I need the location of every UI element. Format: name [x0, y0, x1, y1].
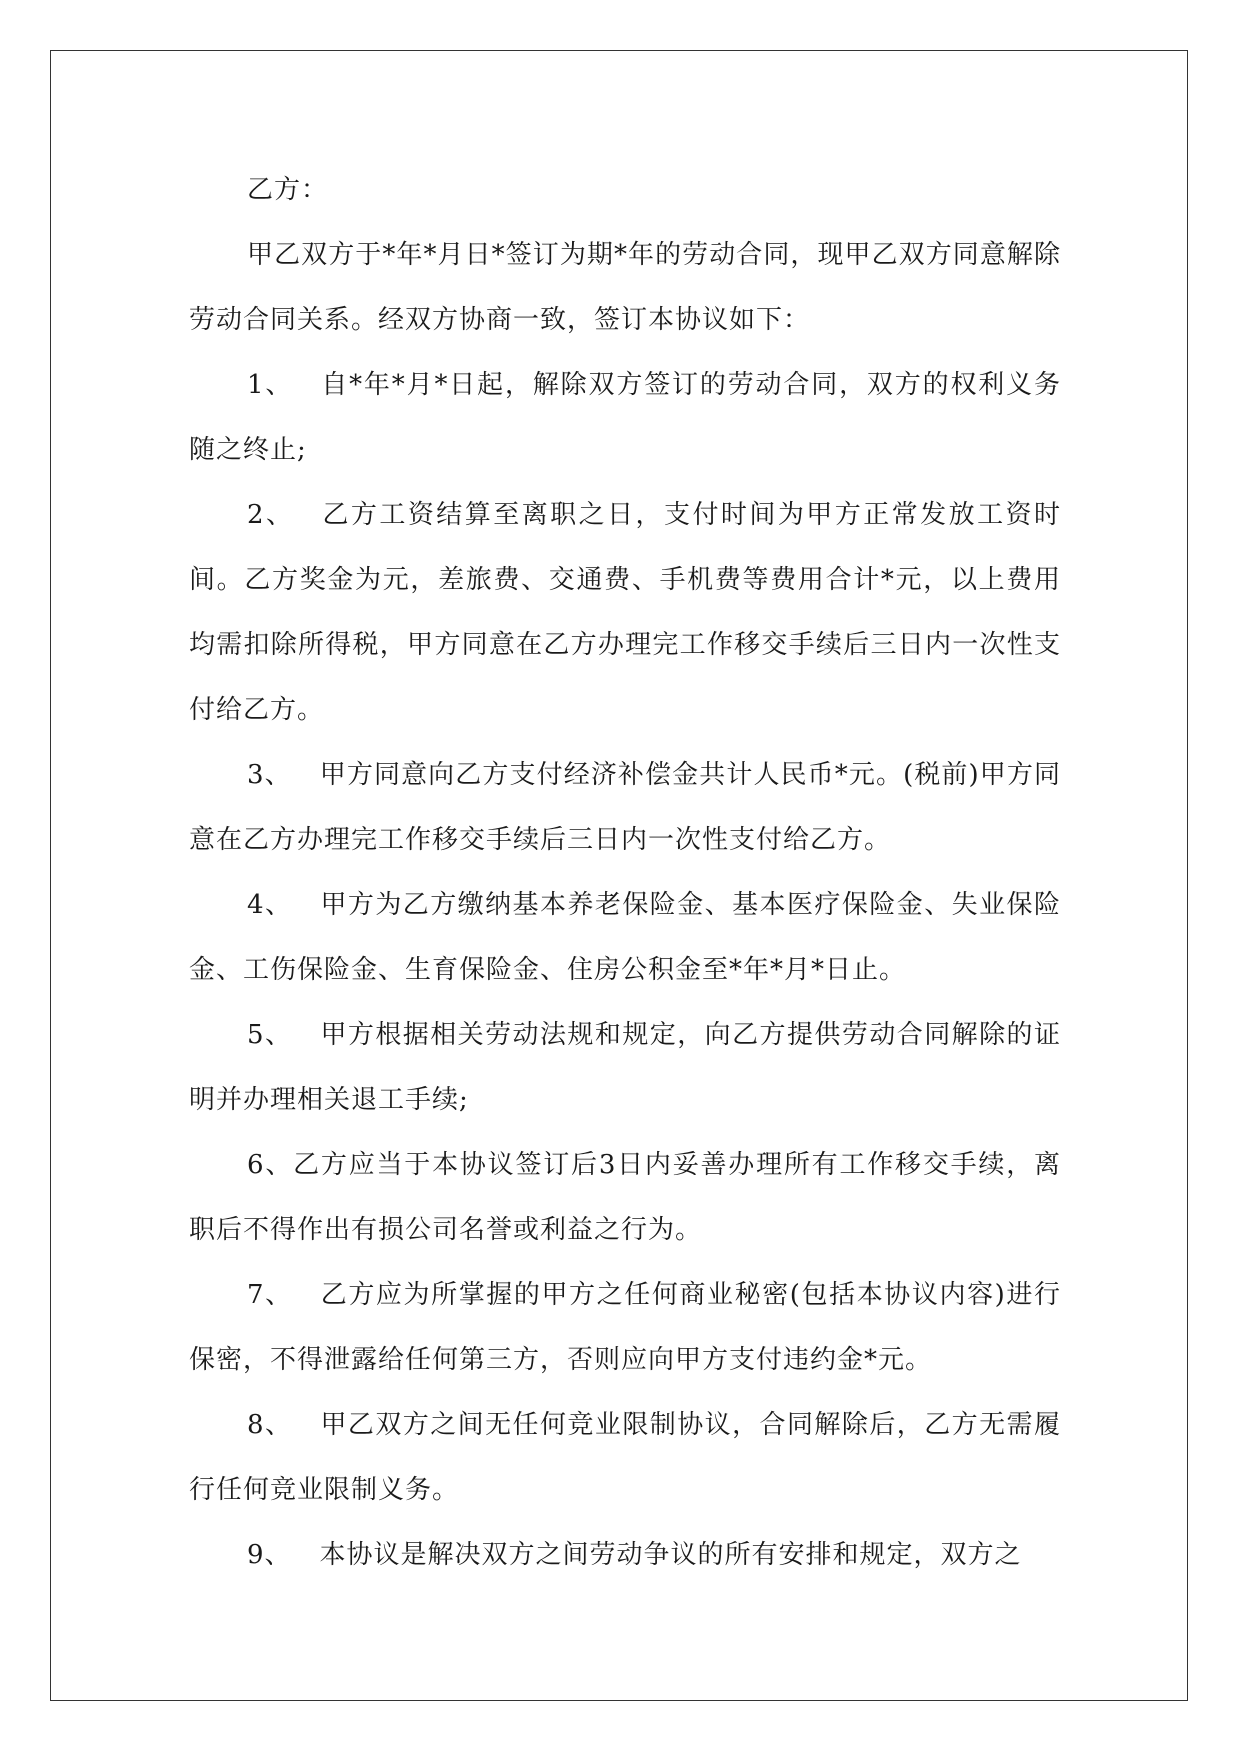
- clause-number: 6、: [247, 1150, 294, 1180]
- clause-text: 本协议是解决双方之间劳动争议的所有安排和规定，双方之: [319, 1540, 1022, 1570]
- clause-3: [189, 743, 1061, 873]
- clause-6: [189, 1133, 1061, 1263]
- clause-text: 乙方工资结算至离职之日，支付时间为甲方正常发放工资时间。乙方奖金为元，差旅费、交通费、手机费等费用合计*元，以上费用均需扣除所得税，甲方同意在乙方办理完工作移交手续后三日内一次性支付给乙方。: [189, 500, 1061, 725]
- clause-4: [189, 873, 1061, 1003]
- clause-text: 甲方同意向乙方支付经济补偿金共计人民币*元。(税前)甲方同意在乙方办理完工作移交手续后三日内一次性支付给乙方。: [189, 760, 1061, 855]
- document-body: [189, 158, 1061, 1588]
- salutation: 乙方：: [247, 175, 329, 205]
- clause-2: [189, 483, 1061, 743]
- clause-number: 9、: [247, 1540, 292, 1570]
- clause-text: 乙方应当于本协议签订后3日内妥善办理所有工作移交手续，离职后不得作出有损公司名誉或利益之行为。: [189, 1150, 1061, 1245]
- clause-number: 2、: [247, 500, 295, 530]
- clause-5: [189, 1003, 1061, 1133]
- clause-9: [189, 1523, 1061, 1588]
- clause-text: 甲乙双方之间无任何竞业限制协议，合同解除后，乙方无需履行任何竞业限制义务。: [189, 1410, 1061, 1505]
- intro-paragraph: 甲乙双方于*年*月日*签订为期*年的劳动合同，现甲乙双方同意解除劳动合同关系。经双方协商一致，签订本协议如下：: [189, 240, 1061, 335]
- clause-text: 乙方应为所掌握的甲方之任何商业秘密(包括本协议内容)进行保密，不得泄露给任何第三方，否则应向甲方支付违约金*元。: [189, 1280, 1061, 1375]
- clause-number: 7、: [247, 1280, 293, 1310]
- clause-number: 4、: [247, 890, 293, 920]
- clause-8: [189, 1393, 1061, 1523]
- clause-number: 5、: [247, 1020, 293, 1050]
- clause-7: [189, 1263, 1061, 1393]
- clause-number: 3、: [247, 760, 292, 790]
- clause-number: 8、: [247, 1410, 293, 1440]
- clause-text: 自*年*月*日起，解除双方签订的劳动合同，双方的权利义务随之终止;: [189, 370, 1061, 465]
- clause-1: [189, 353, 1061, 483]
- clause-text: 甲方为乙方缴纳基本养老保险金、基本医疗保险金、失业保险金、工伤保险金、生育保险金、住房公积金至*年*月*日止。: [189, 890, 1061, 985]
- clause-text: 甲方根据相关劳动法规和规定，向乙方提供劳动合同解除的证明并办理相关退工手续;: [189, 1020, 1061, 1115]
- clause-number: 1、: [247, 370, 294, 400]
